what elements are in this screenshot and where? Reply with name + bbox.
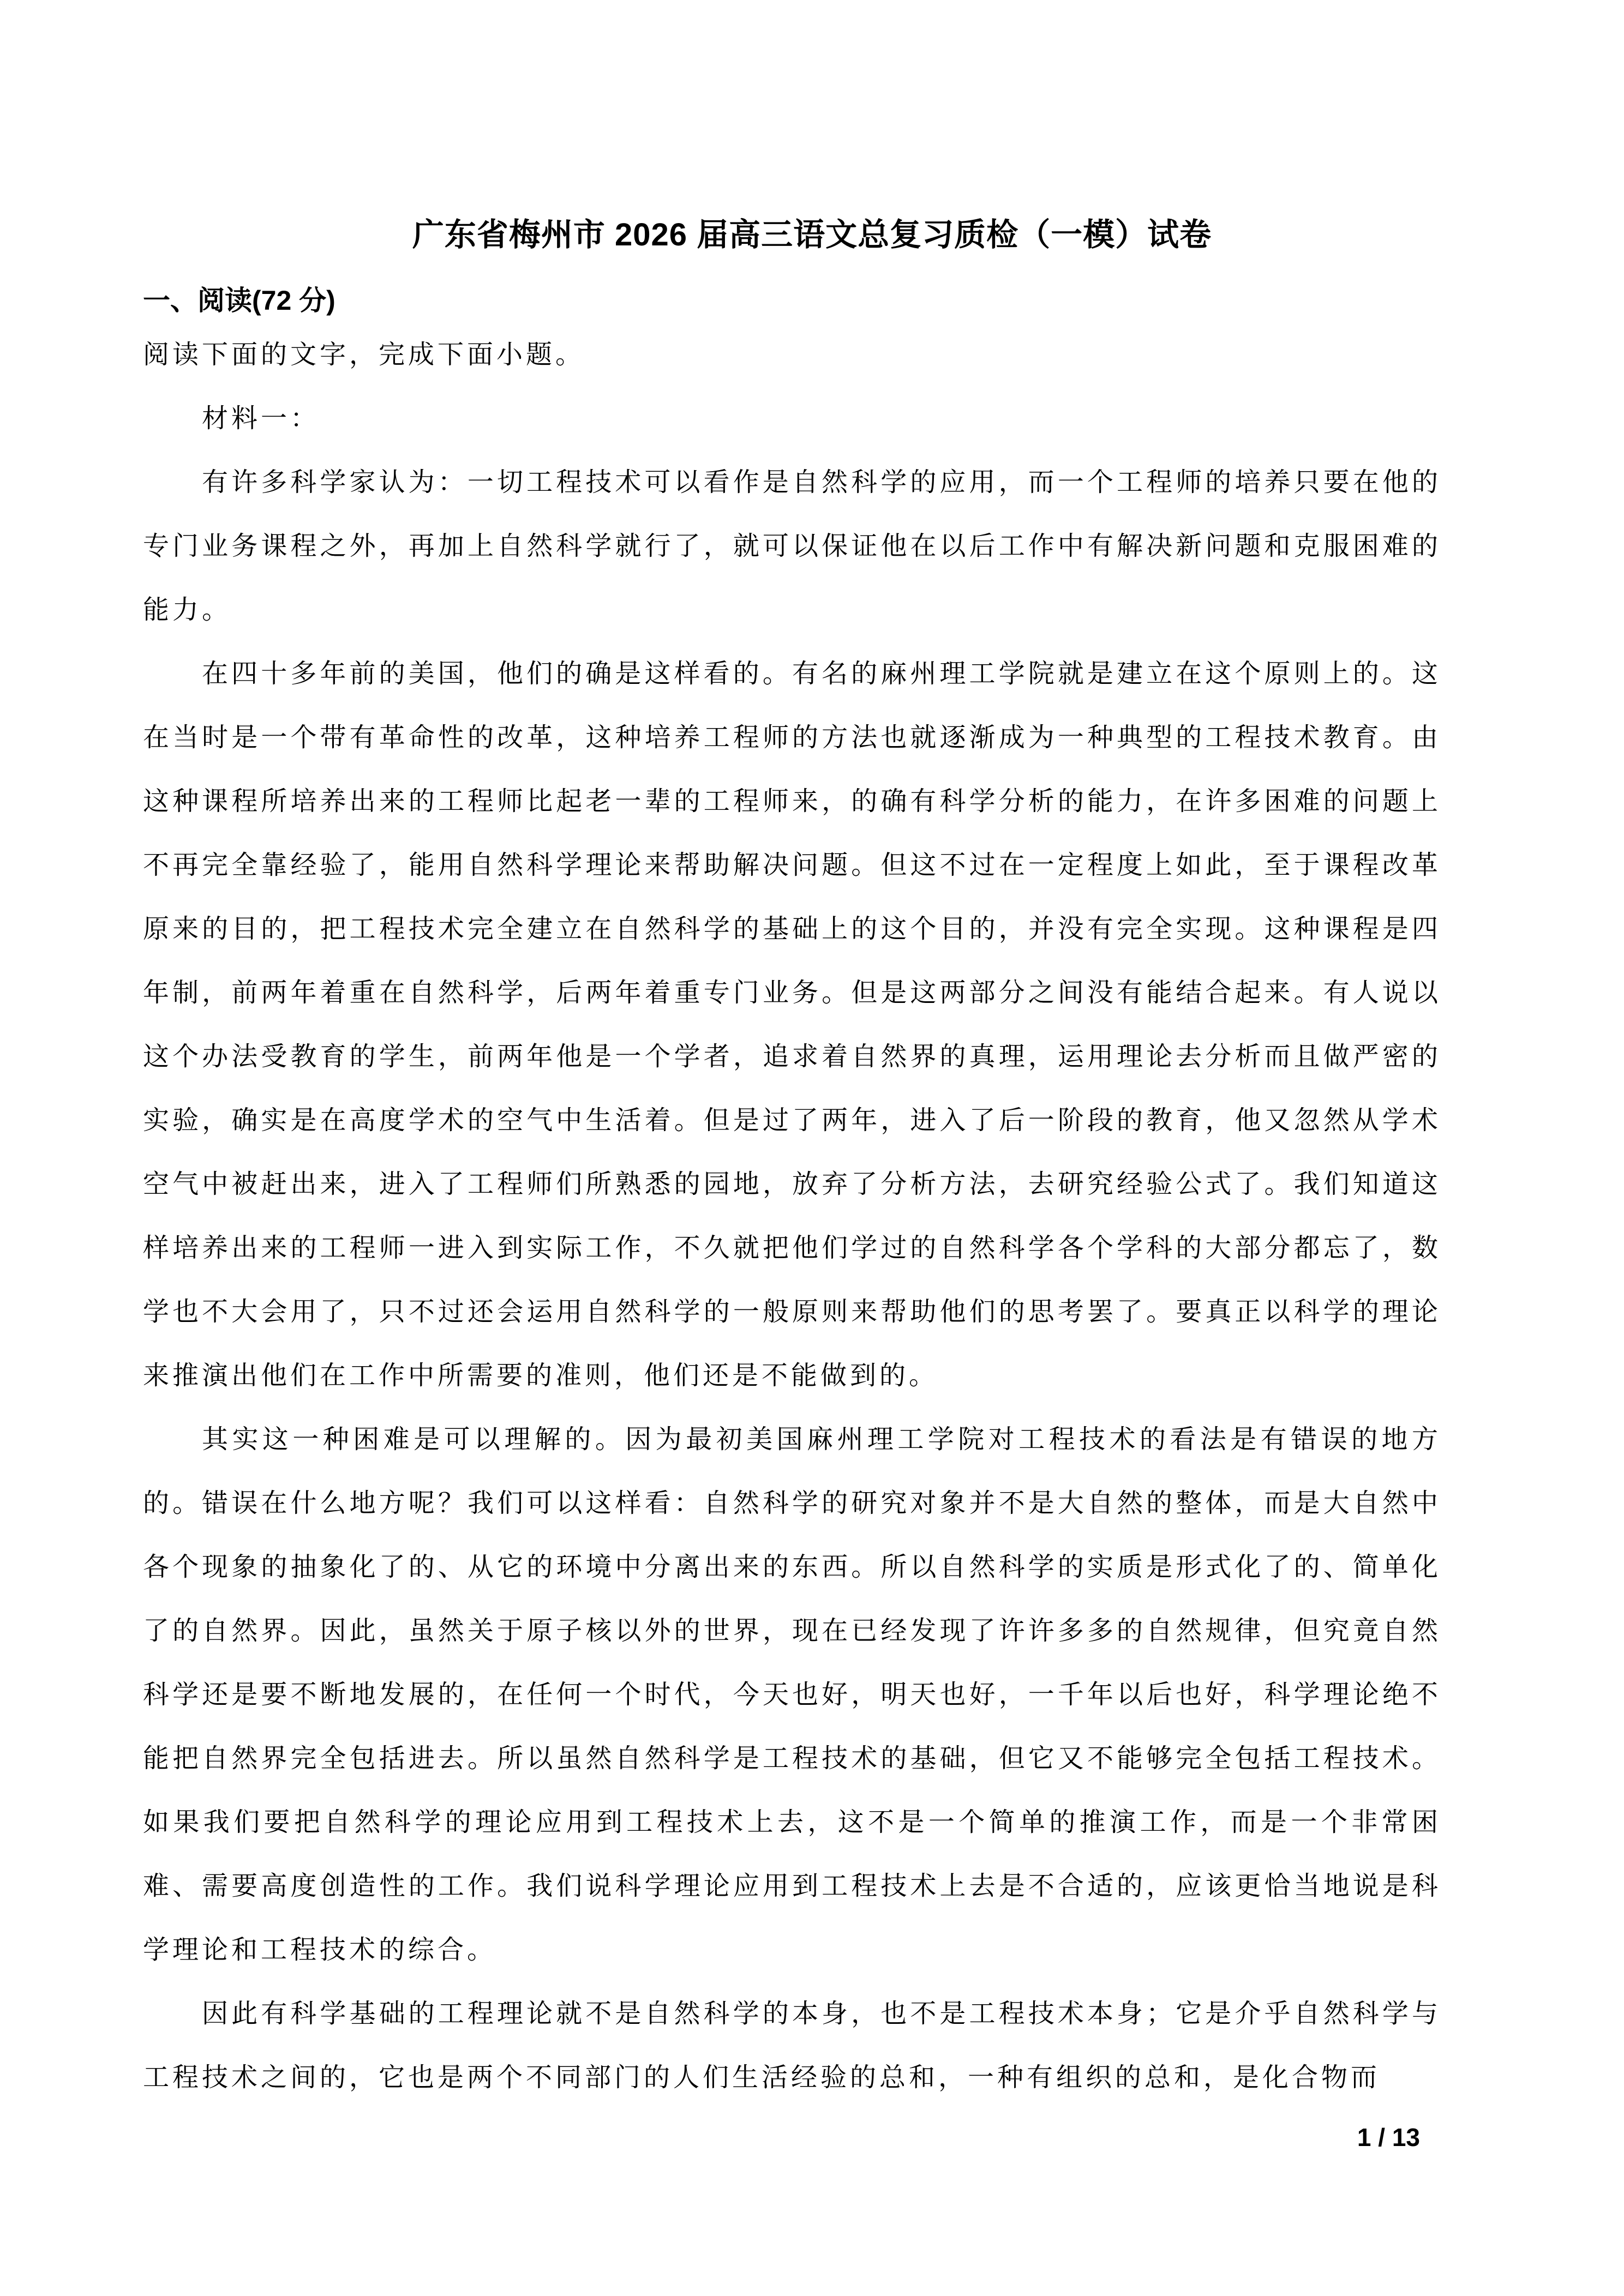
paragraph-1: 有许多科学家认为：一切工程技术可以看作是自然科学的应用，而一个工程师的培养只要在他的专门业务课程之外，再加上自然科学就行了，就可以保证他在以后工作中有解决新问题和克服困难的能力。 [143, 468, 1441, 624]
paragraph-2: 在四十多年前的美国，他们的确是这样看的。有名的麻州理工学院就是建立在这个原则上的。这在当时是一个带有革命性的改革，这种培养工程师的方法也就逐渐成为一种典型的工程技术教育。由这种课程所培养出来的工程师比起老一辈的工程师来，的确有科学分析的能力，在许多困难的问题上不再完全靠经验了，能用自然科学理论来帮助解决问题。但这不过在一定程度上如此，至于课程改革原来的目的，把工程技术完全建立在自然科学的基础上的这个目的，并没有完全实现。这种课程是四年制，前两年着重在自然科学，后两年着重专门业务。但是这两部分之间没有能结合起来。有人说以这个办法受教育的学生，前两年他是一个学者，追求着自然界的真理，运用理论去分析而且做严密的实验，确实是在高度学术的空气中生活着。但是过了两年，进入了后一阶段的教育，他又忽然从学术空气中被赶出来，进入了工程师们所熟悉的园地，放弃了分析方法，去研究经验公式了。我们知道这样培养出来的工程师一进入到实际工作，不久就把他们学过的自然科学各个学科的大部分都忘了，数学也不大会用了，只不过还会运用自然科学的一般原则来帮助他们的思考罢了。要真正以科学的理论来推演出他们在工作中所需要的准则，他们还是不能做到的。 [143, 659, 1441, 1390]
paragraph-3: 其实这一种困难是可以理解的。因为最初美国麻州理工学院对工程技术的看法是有错误的地方的。错误在什么地方呢？我们可以这样看：自然科学的研究对象并不是大自然的整体，而是大自然中各个现象的抽象化了的、从它的环境中分离出来的东西。所以自然科学的实质是形式化了的、简单化了的自然界。因此，虽然关于原子核以外的世界，现在已经发现了许许多多的自然规律，但究竟自然科学还是要不断地发展的，在任何一个时代，今天也好，明天也好，一千年以后也好，科学理论绝不能把自然界完全包括进去。所以虽然自然科学是工程技术的基础，但它又不能够完全包括工程技术。如果我们要把自然科学的理论应用到工程技术上去，这不是一个简单的推演工作，而是一个非常困难、需要高度创造性的工作。我们说科学理论应用到工程技术上去是不合适的，应该更恰当地说是科学理论和工程技术的综合。 [143, 1425, 1441, 1964]
instruction-line: 阅读下面的文字，完成下面小题。 [143, 340, 585, 369]
page-title: 广东省梅州市 2026 届高三语文总复习质检（一模）试卷 [412, 217, 1212, 253]
material-label: 材料一： [202, 404, 320, 433]
paragraph-4: 因此有科学基础的工程理论就不是自然科学的本身，也不是工程技术本身；它是介乎自然科学与工程技术之间的，它也是两个不同部门的人们生活经验的总和，一种有组织的总和，是化合物而 [143, 1999, 1441, 2092]
section-heading: 一、阅读(72 分) [143, 285, 335, 316]
page-number: 1 / 13 [1357, 2123, 1420, 2151]
document-body [143, 323, 1441, 2109]
document-content [143, 283, 1441, 2109]
